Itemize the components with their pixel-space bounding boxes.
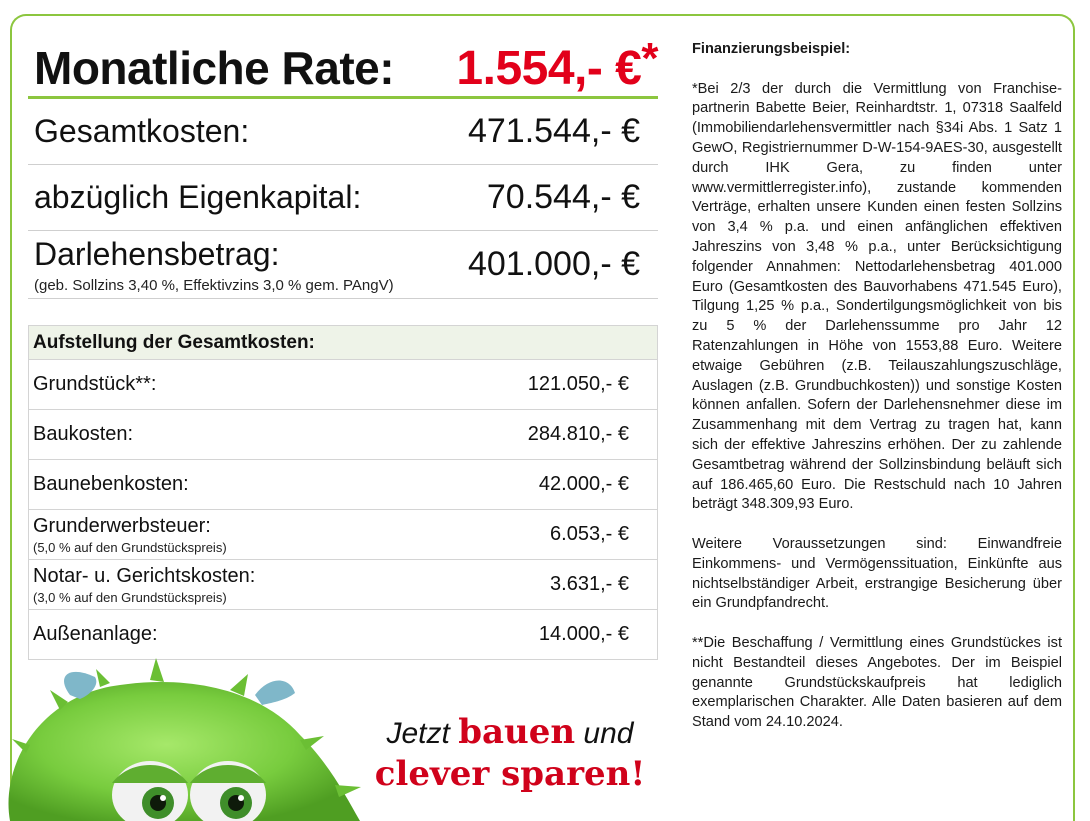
loan-amount-label: Darlehensbetrag: xyxy=(34,235,280,272)
loan-amount-value: 401.000,- € xyxy=(467,245,640,283)
financing-paragraph-1: *Bei 2/3 der durch die Vermittlung von Franchise-partnerin Babette Beier, Reinhardtstr. 1, 07318 Saalfeld (Immobiliendarlehensvermittler nach §34i Abs. 1 Satz 1 GewO, Registriernummer D-W-154-9AES-30, ausgestellt durch IHK Gera, zu finden unter www.vermittlerregister.info), zustande kommenden Verträge, erhalten unsere Kunden einen festen Sollzins von 3,4 % p.a. und einen anfänglichen effektiven Jahreszins von 3,48 % p.a., unter Berücksichtigung folgender Annahmen: Nettodarlehensbetrag 401.000 Euro (Gesamtkosten des Bauvorhabens 471.545 Euro), Tilgung 1,25 % p.a., Sondertilgungsmöglichkeit von bis zu 5 % der Darlehenssumme pro Jahr 12 Ratenzahlungen in Höhe von 1553,88 Euro. Weitere etwaige Gebühren (z.B. Teilauszahlungszuschläge, Auslagen (z.B. Grundbuchkosten)) und sonstige Kosten können anfallen. Sofern der Darlehensnehmer diese im Zusammenhang mit dem Vertrag zu tragen hat, kann sich der effektive Jahreszins erhöhen. Der zu zahlende Gesamtbetrag während der Sollzinsbindung beläuft sich auf 186.465,60 Euro. Die Restschuld nach 10 Jahren beträgt 348.309,93 Euro. xyxy=(692,80,1062,513)
loan-amount-note: (geb. Sollzins 3,40 %, Effektivzins 3,0 % gem. PAngV) xyxy=(34,276,394,294)
table-row xyxy=(29,510,657,560)
row-label: Grundstück**: xyxy=(33,373,157,395)
table-row xyxy=(29,560,657,610)
row-label: Notar- u. Gerichtskosten: xyxy=(33,564,256,587)
table-row xyxy=(29,610,657,660)
cost-breakdown-table xyxy=(28,325,658,660)
row-label: Grunderwerbsteuer: xyxy=(33,514,211,537)
row-label: Außenanlage: xyxy=(33,623,158,645)
slogan-line-1 xyxy=(360,712,660,752)
equity-label: abzüglich Eigenkapital: xyxy=(34,179,362,215)
row-value: 3.631,- € xyxy=(550,573,629,595)
financing-title: Finanzierungsbeispiel: xyxy=(692,41,851,57)
monthly-rate-amount: 1.554,- € xyxy=(456,42,642,95)
table-row xyxy=(29,460,657,510)
row-value: 14.000,- € xyxy=(538,623,629,645)
financing-paragraph-3: **Die Beschaffung / Vermittlung eines Grundstückes ist nicht Bestandteil dieses Angebotes. Der im Beispiel genannte Grundstückskaufpreis hat lediglich exemplarischen Charakter. Alle Daten basieren auf dem Stand vom 24.10.2024. xyxy=(692,634,1062,731)
monthly-rate-value xyxy=(456,28,658,96)
monthly-rate-label: Monatliche Rate: xyxy=(34,42,395,94)
cost-breakdown-header: Aufstellung der Gesamtkosten: xyxy=(29,326,657,360)
row-note: (3,0 % auf den Grundstückspreis) xyxy=(33,589,227,605)
monthly-rate-row xyxy=(28,28,658,96)
row-value: 284.810,- € xyxy=(527,423,629,445)
slogan-word-und: und xyxy=(583,717,634,750)
row-label: Baunebenkosten: xyxy=(33,473,189,495)
financing-example xyxy=(692,40,1062,753)
equity-value: 70.544,- € xyxy=(486,178,640,216)
loan-amount-row xyxy=(28,231,658,299)
monthly-rate-footnote-mark: * xyxy=(641,34,658,83)
green-monster-mascot xyxy=(0,655,400,821)
equity-row xyxy=(28,165,658,231)
cost-overview xyxy=(28,28,658,660)
row-value: 121.050,- € xyxy=(527,373,629,395)
row-value: 6.053,- € xyxy=(550,523,629,545)
row-label: Baukosten: xyxy=(33,423,134,445)
slogan xyxy=(360,712,660,794)
row-note: (5,0 % auf den Grundstückspreis) xyxy=(33,539,227,555)
total-cost-label: Gesamtkosten: xyxy=(34,113,250,149)
slogan-word-bauen: bauen xyxy=(458,712,576,752)
total-cost-value: 471.544,- € xyxy=(467,112,640,150)
total-cost-row xyxy=(28,99,658,165)
slogan-word-jetzt: Jetzt xyxy=(386,717,450,750)
slogan-line-2: clever sparen! xyxy=(374,754,646,794)
row-value: 42.000,- € xyxy=(538,473,629,495)
financing-paragraph-2: Weitere Voraussetzungen sind: Einwandfreie Einkommens- und Vermögenssituation, Einkünfte aus nichtselbständiger Arbeit, erstrangige Besicherung über ein Grundpfandrecht. xyxy=(692,535,1062,612)
table-row xyxy=(29,410,657,460)
table-row xyxy=(29,360,657,410)
